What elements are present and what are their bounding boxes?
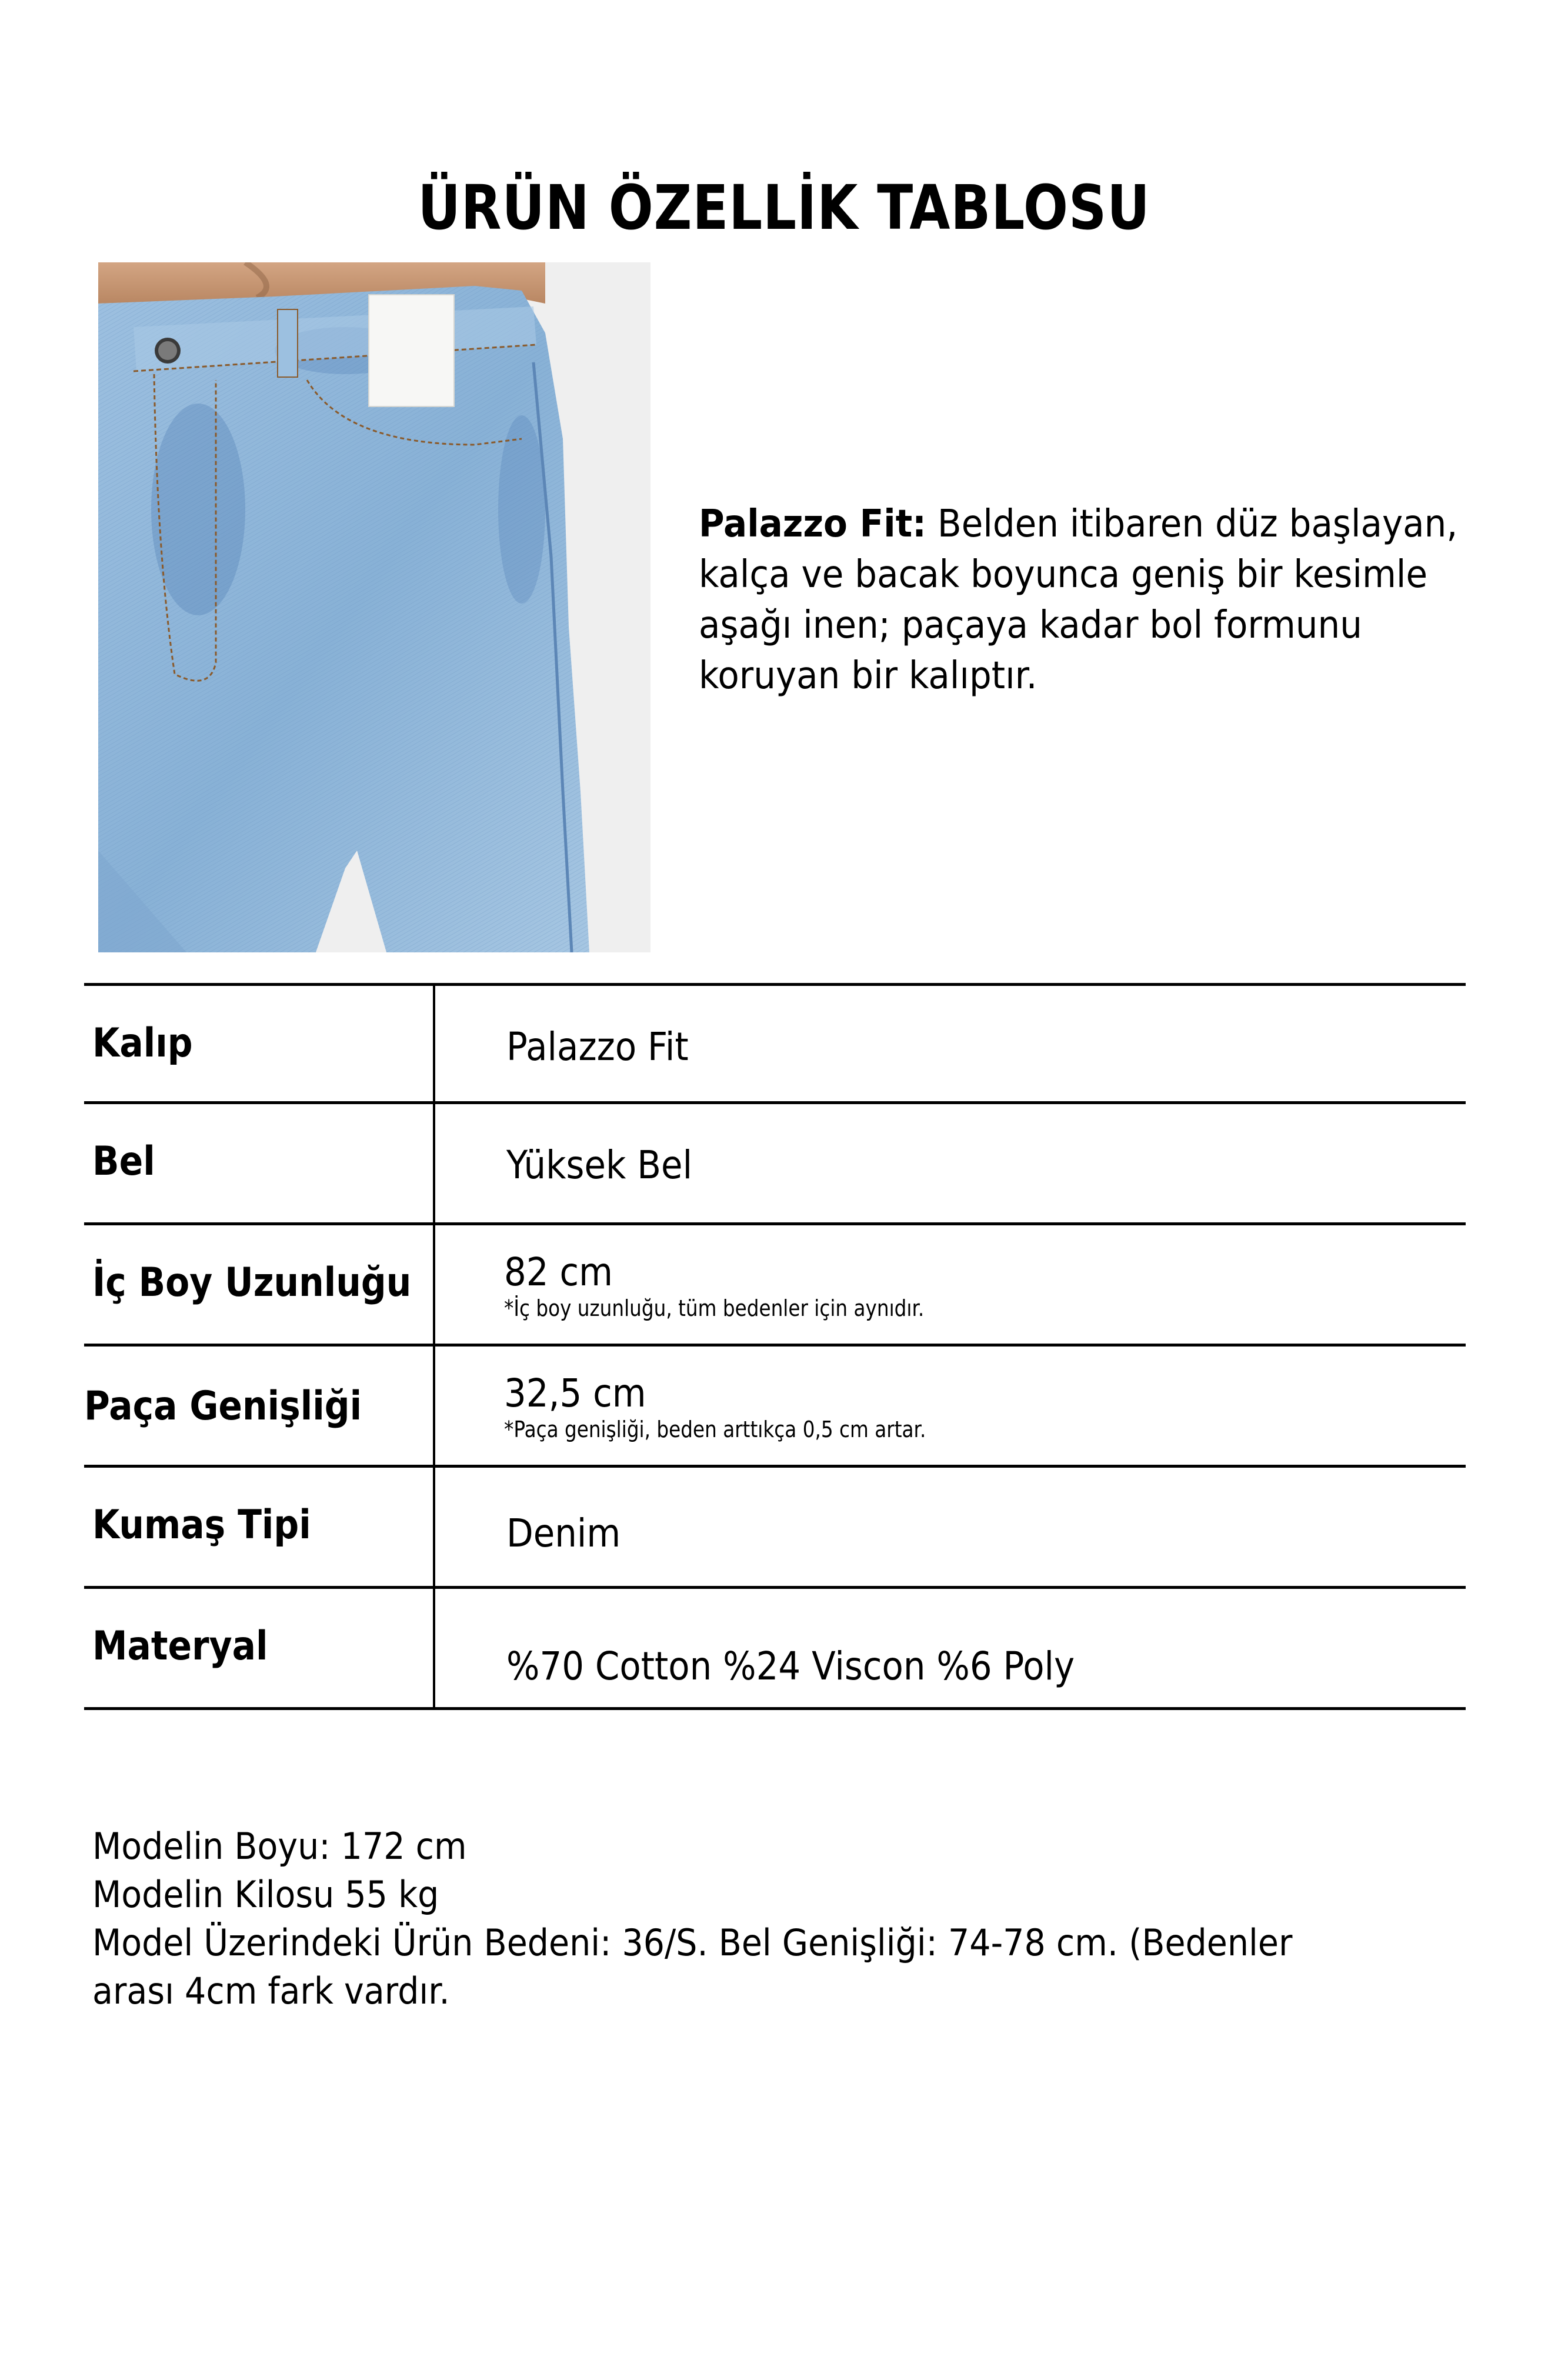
spec-label: Kalıp xyxy=(92,1020,193,1066)
table-row xyxy=(84,1347,1466,1468)
spec-label: Paça Genişliği xyxy=(84,1383,362,1429)
fit-description-text: Belden itibaren düz başlayan, kalça ve bacak boyunca geniş bir kesimle aşağı inen; paçaya kadar bol formunu koruyan bir kalıptır. xyxy=(699,502,1458,698)
spec-note: *Paça genişliği, beden arttıkça 0,5 cm artar. xyxy=(504,1417,926,1442)
fit-description-lead: Palazzo Fit: xyxy=(699,502,926,546)
spec-label: İç Boy Uzunluğu xyxy=(92,1259,412,1306)
spec-value: Denim xyxy=(506,1511,621,1556)
table-row xyxy=(84,983,1466,1104)
product-image xyxy=(98,262,650,952)
column-divider xyxy=(433,1589,435,1710)
spec-label: Materyal xyxy=(92,1623,268,1669)
spec-value: %70 Cotton %24 Viscon %6 Poly xyxy=(506,1644,1075,1689)
table-row xyxy=(84,1589,1466,1710)
column-divider xyxy=(433,986,435,1104)
model-info xyxy=(92,1822,1492,2015)
spec-table xyxy=(84,983,1466,1710)
fit-description xyxy=(699,499,1476,701)
model-weight: Modelin Kilosu 55 kg xyxy=(92,1873,439,1916)
spec-label: Bel xyxy=(92,1138,155,1185)
jeans-photo xyxy=(98,262,650,952)
spec-note: *İç boy uzunluğu, tüm bedenler için aynıdır. xyxy=(504,1295,925,1321)
model-height: Modelin Boyu: 172 cm xyxy=(92,1825,467,1868)
spec-value: 32,5 cm xyxy=(504,1371,646,1416)
table-row xyxy=(84,1104,1466,1225)
spec-value: Palazzo Fit xyxy=(506,1024,689,1069)
column-divider xyxy=(433,1225,435,1347)
table-row xyxy=(84,1225,1466,1347)
table-row xyxy=(84,1468,1466,1589)
spec-label: Kumaş Tipi xyxy=(92,1502,311,1548)
column-divider xyxy=(433,1468,435,1589)
column-divider xyxy=(433,1347,435,1468)
model-size-note: arası 4cm fark vardır. xyxy=(92,1969,450,2012)
model-size-info: Model Üzerindeki Ürün Bedeni: 36/S. Bel Genişliği: 74-78 cm. (Bedenler xyxy=(92,1921,1293,1964)
spec-value: Yüksek Bel xyxy=(506,1142,693,1188)
column-divider xyxy=(433,1104,435,1225)
page-title: ÜRÜN ÖZELLİK TABLOSU xyxy=(418,172,1150,244)
spec-value: 82 cm xyxy=(504,1249,613,1295)
